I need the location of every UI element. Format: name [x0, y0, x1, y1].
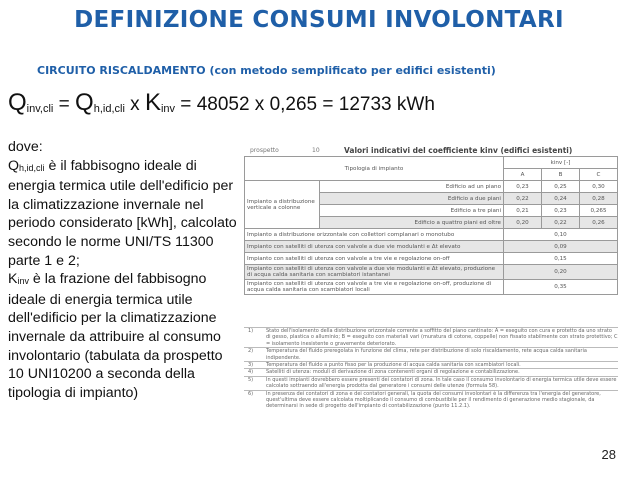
table-title: Valori indicativi del coefficiente kinv (edifici esistenti)	[344, 146, 573, 155]
prospetto-10-table-image: prospetto 10 Valori indicativi del coefficiente kinv (edifici esistenti) Tipologia di impianto kinv [-] A B C Impianto a distribuzione verticale a colonne Edificio ad un piano 0,23 0,25 0,30 Edificio a due piani 0,22 0,24 0,28 Edificio a tre piani 0,21 0,23 0,265 Edificio a quattro piani ed oltre 0,20 0,22 0,26 Impianto a distribuzione orizzontale con collettori complanari o monotubo 0,10 Impianto con satelliti di utenza con valvole a due vie modulanti e Δt elevato 0,09 Impianto con satelliti di utenza con valvole a tre vie e regolazione on-off 0,15 Impianto con satelliti di utenza con valvole a due vie modulanti e Δt elevato, produzione di acqua calda sanitaria con scambiatori istantanei 0,20 Impianto con satelliti di utenza con valvole a tre vie e regolazione on-off, produzione di acqua calda sanitaria con scambiatori locali 0,35 1) Stato dell'isolamento della distribuzione orizzontale corrente a soffitto del piano cantinato: A = eseguito con cura e protetto da uno strato di gesso, plastica o alluminio; B = eseguito con materiali vari (muratura di cotone, coppelle) non fissato stabilmente con strato protettivo; C = isolamento inesistente o gravemente deteriorato. 2) Temperatura del fluido preregolata in funzione del clima, rete per distribuzione di solo riscaldamento, rete acqua calda sanitaria indipendente. 3) Temperatura del fluido a punto fisso per la produzione di acqua calda sanitaria con scambiatori locali. 4) Satelliti di utenza: moduli di derivazione di zona contenenti organi di regolazione e contabilizzazione. 5) In questi impianti dovrebbero essere presenti dei contatori di zona. In tale caso il consumo involontario di energia termica utile deve essere calcolato sottraendo all'energia prodotta dal generatore i consumi delle utenze (formula 58). 6) In presenza dei contatori di zona e dei contatori generali, la quota dei consumi involontari è la differenza tra l'energia del generatore, quest'ultima deve essere calcolata moltiplicando il consumo di combustibile per il rendimento di generazione medio stagionale, da determinarsi in sede di progetto dell'impianto di contabilizzazione (punto 11.2.1).	[244, 147, 624, 419]
q-definition: $Q_{h,id,cli}$ è il fabbisogno ideale di energia termica utile dell'edificio per la climatizzazione invernale nel periodo considerato [kWh], calcolato secondo le norme UNI/TS 11300 parte 1 e 2;	[8, 157, 237, 269]
k-definition: $K_{inv}$ è la frazione del fabbisogno ideale di energia termica utile dell'edificio per la climatizzazione invernale da attribuire al consumo involontario (tabulata da prospetto 10 UNI10200 a seconda della tipologia di impianto)	[8, 271, 223, 401]
page-number: 28	[601, 447, 616, 462]
definitions-text	[8, 138, 240, 402]
slide-subtitle: CIRCUITO RISCALDAMENTO (con metodo semplificato per edifici esistenti)	[37, 64, 496, 77]
table-notes: 1) Stato dell'isolamento della distribuzione orizzontale corrente a soffitto del piano cantinato: A = eseguito con cura e protetto da uno strato di gesso, plastica o alluminio; B = eseguito con materiali vari (muratura di cotone, coppelle) non fissato stabilmente con strato protettivo; C = isolamento inesistente o gravemente deteriorato. 2) Temperatura del fluido preregolata in funzione del clima, rete per distribuzione di solo riscaldamento, rete acqua calda sanitaria indipendente. 3) Temperatura del fluido a punto fisso per la produzione di acqua calda sanitaria con scambiatori locali. 4) Satelliti di utenza: moduli di derivazione di zona contenenti organi di regolazione e contabilizzazione. 5) In questi impianti dovrebbero essere presenti dei contatori di zona. In tale caso il consumo involontario di energia termica utile deve essere calcolato sottraendo all'energia prodotta dal generatore i consumi delle utenze (formula 58). 6) In presenza dei contatori di zona e dei contatori generali, la quota dei consumi involontari è la differenza tra l'energia del generatore, quest'ultima deve essere calcolata moltiplicando il consumo di combustibile per il rendimento di generazione medio stagionale, da determinarsi in sede di progetto dell'impianto di contabilizzazione (punto 11.2.1).	[244, 327, 618, 410]
formula: $Q_{inv,cli} = Q_{h,id,cli}$ x $K_{inv} = 48052$ x 0,265 = 12733 kWh	[8, 89, 435, 116]
slide-title: DEFINIZIONE CONSUMI INVOLONTARI	[74, 7, 564, 33]
kinv-table: Tipologia di impianto kinv [-] A B C Impianto a distribuzione verticale a colonne Edificio ad un piano 0,23 0,25 0,30 Edificio a due piani 0,22 0,24 0,28 Edificio a tre piani 0,21 0,23 0,265 Edificio a quattro piani ed oltre 0,20 0,22 0,26 Impianto a distribuzione orizzontale con collettori complanari o monotubo 0,10 Impianto con satelliti di utenza con valvole a due vie modulanti e Δt elevato 0,09 Impianto con satelliti di utenza con valvole a tre vie e regolazione on-off 0,15 Impianto con satelliti di utenza con valvole a due vie modulanti e Δt elevato, produzione di acqua calda sanitaria con scambiatori istantanei 0,20 Impianto con satelliti di utenza con valvole a tre vie e regolazione on-off, produzione di acqua calda sanitaria con scambiatori locali 0,35	[244, 156, 618, 295]
dove-label: dove:	[8, 139, 43, 155]
